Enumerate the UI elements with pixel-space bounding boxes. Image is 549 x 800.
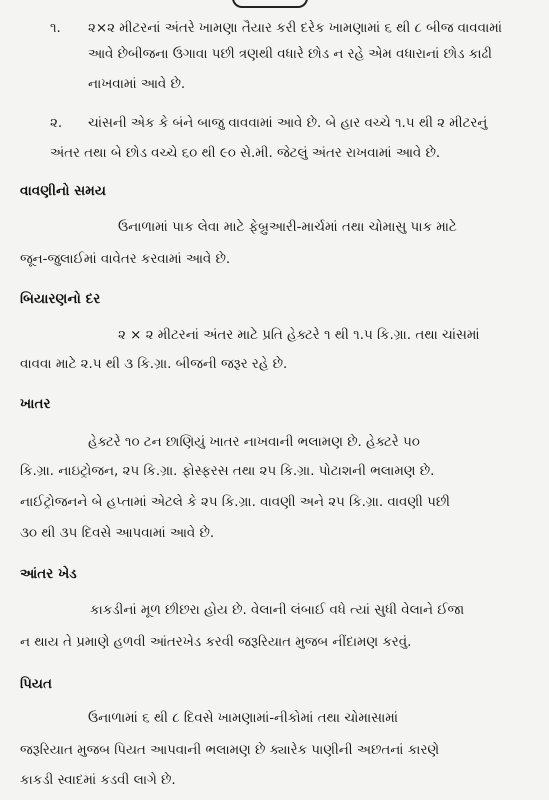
section-heading: બિયારણનો દર [20, 291, 101, 307]
paragraph-line: ૨ × ૨ મીટરનાં અંતર માટે પ્રતિ હેક્ટરે ૧ થી ૧.૫ કિ.ગ્રા. તથા ચાંસમાં [118, 328, 480, 343]
paragraph-line: કાકડી સ્વાદમાં કડવી લાગે છે. [20, 773, 176, 788]
list-line: ચાંસની એક કે બંને બાજુ વાવવામાં આવે છે. બે હાર વચ્ચે ૧.૫ થી ૨ મીટરનું [88, 116, 488, 131]
paragraph-line: કાકડીનાં મૂળ છીછરા હોય છે. વેલાની લંબાઈ વધે ત્યાં સુધી વેલાને ઈજા [90, 603, 465, 618]
section-heading: આંતર ખેડ [20, 566, 77, 582]
paragraph-line: ૩૦ થી ૩૫ દિવસે આપવામાં આવે છે. [20, 526, 215, 541]
list-line: અંતર તથા બે છોડ વચ્ચે ૬૦ થી ૯૦ સે.મી. જેટલું અંતર રાખવામાં આવે છે. [50, 146, 441, 161]
section-heading: પિયત [20, 676, 53, 692]
paragraph-line: જરૂરિયાત મુજબ પિયત આપવાની ભલામણ છે ક્યારેક પાણીની અછતનાં કારણે [20, 743, 440, 758]
paragraph-line: ન થાય તે પ્રમાણે હળવી આંતરખેડ કરવી જરૂરિયાત મુજબ નીંદામણ કરવું. [20, 635, 412, 650]
section-heading: ખાતર [20, 396, 51, 412]
paragraph-line: ઉનાળામાં ૬ થી ૮ દિવસે ખામણામાં-નીકોમાં તથા ચોમાસામાં [88, 711, 398, 726]
paragraph-line: ઉનાળામાં પાક લેવા માટે ફેબ્રુઆરી-માર્ચમાં તથા ચોમાસુ પાક માટે [118, 220, 457, 235]
list-line: આવે છેબીજના ઉગાવા પછી ત્રણથી વધારે છોડ ન રહે એમ વધારાનાં છોડ કાઢી [88, 47, 493, 62]
paragraph-line: જૂન-જુલાઈમાં વાવેતર કરવામાં આવે છે. [20, 252, 231, 267]
paragraph-line: કિ.ગ્રા. નાઇટ્રોજન, ૨૫ કિ.ગ્રા. ફોસ્ફરસ તથા ૨૫ કિ.ગ્રા. પોટાશની ભલામણ છે. [20, 464, 435, 479]
paragraph-line: હેક્ટરે ૧૦ ટન છાણિયું ખાતર નાખવાની ભલામણ છે. હેક્ટરે ૫૦ [88, 435, 420, 450]
list-number: ૨. [50, 116, 63, 131]
list-number: ૧. [50, 21, 61, 36]
list-line: ૨×૨ મીટરનાં અંતરે ખામણા તૈયાર કરી દરેક ખામણામાં ૬ થી ૮ બીજ વાવવામાં [88, 21, 502, 36]
page-tab-decoration [232, 0, 308, 8]
paragraph-line: નાઈટ્રોજનને બે હપ્તામાં એટલે કે ૨૫ કિ.ગ્રા. વાવણી અને ૨૫ કિ.ગ્રા. વાવણી પછી [20, 495, 451, 510]
list-line: નાખવામાં આવે છે. [88, 77, 186, 92]
section-heading: વાવણીનો સમય [20, 183, 107, 199]
paragraph-line: વાવવા માટે ૨.૫ થી ૩ કિ.ગ્રા. બીજની જરૂર રહે છે. [20, 357, 288, 372]
